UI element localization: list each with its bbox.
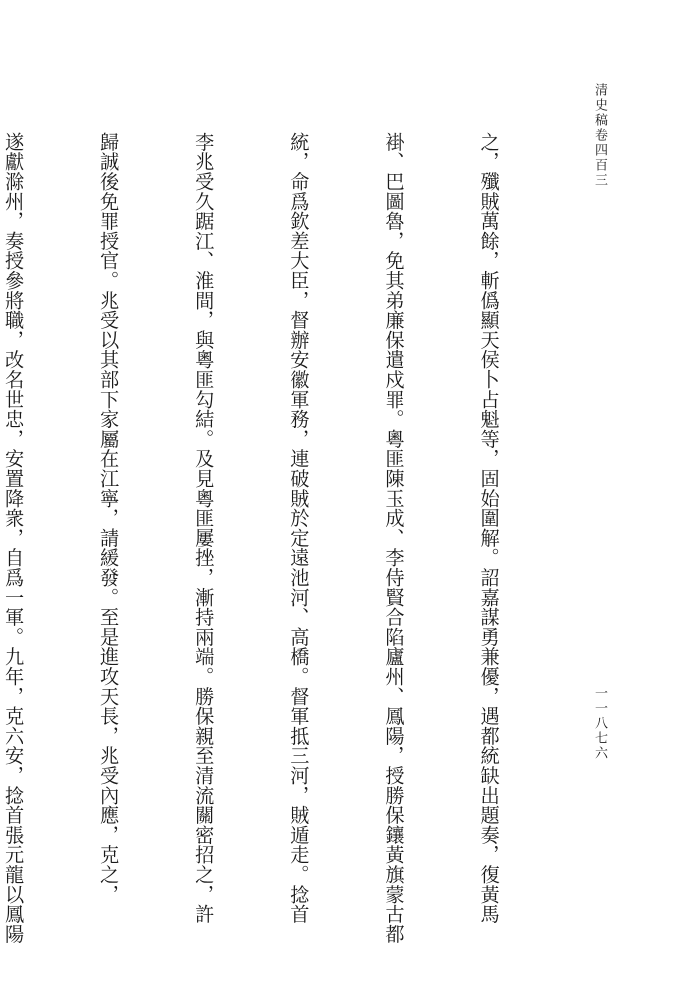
text-column: 歸誠後免罪授官。兆受以其部下家屬在江寧，請緩發。至是進攻天長，兆受內應，克之，: [97, 132, 121, 905]
text-column: 遂獻滁州，奏授參將職，改名世忠，安置降衆，自爲一軍。九年，克六安，捻首張元龍以鳳陽: [2, 132, 26, 944]
book-title: 清史稿卷四百三: [592, 83, 607, 188]
text-column: 褂、巴圖魯，免其弟廉保遣戍罪。粵匪陳玉成、李侍賢合陷廬州、鳳陽，授勝保鑲黃旗蒙古都: [382, 132, 406, 944]
text-column: 統，命爲欽差大臣，督辦安徽軍務，連破賊於定遠池河、高橋。督軍抵三河，賊遁走。捻首: [287, 132, 311, 924]
main-text: [0, 132, 568, 944]
text-column: 李兆受久踞江、淮間，與粵匪勾結。及見粵匪屢挫，漸持兩端。勝保親至清流關密招之，許: [192, 132, 216, 924]
page-number: 一一八七六: [592, 686, 607, 761]
text-column: 之，殲賊萬餘，斬僞顯天侯卜占魁等，固始圍解。詔嘉謀勇兼優，遇都統缺出題奏，復黃馬: [477, 132, 501, 924]
